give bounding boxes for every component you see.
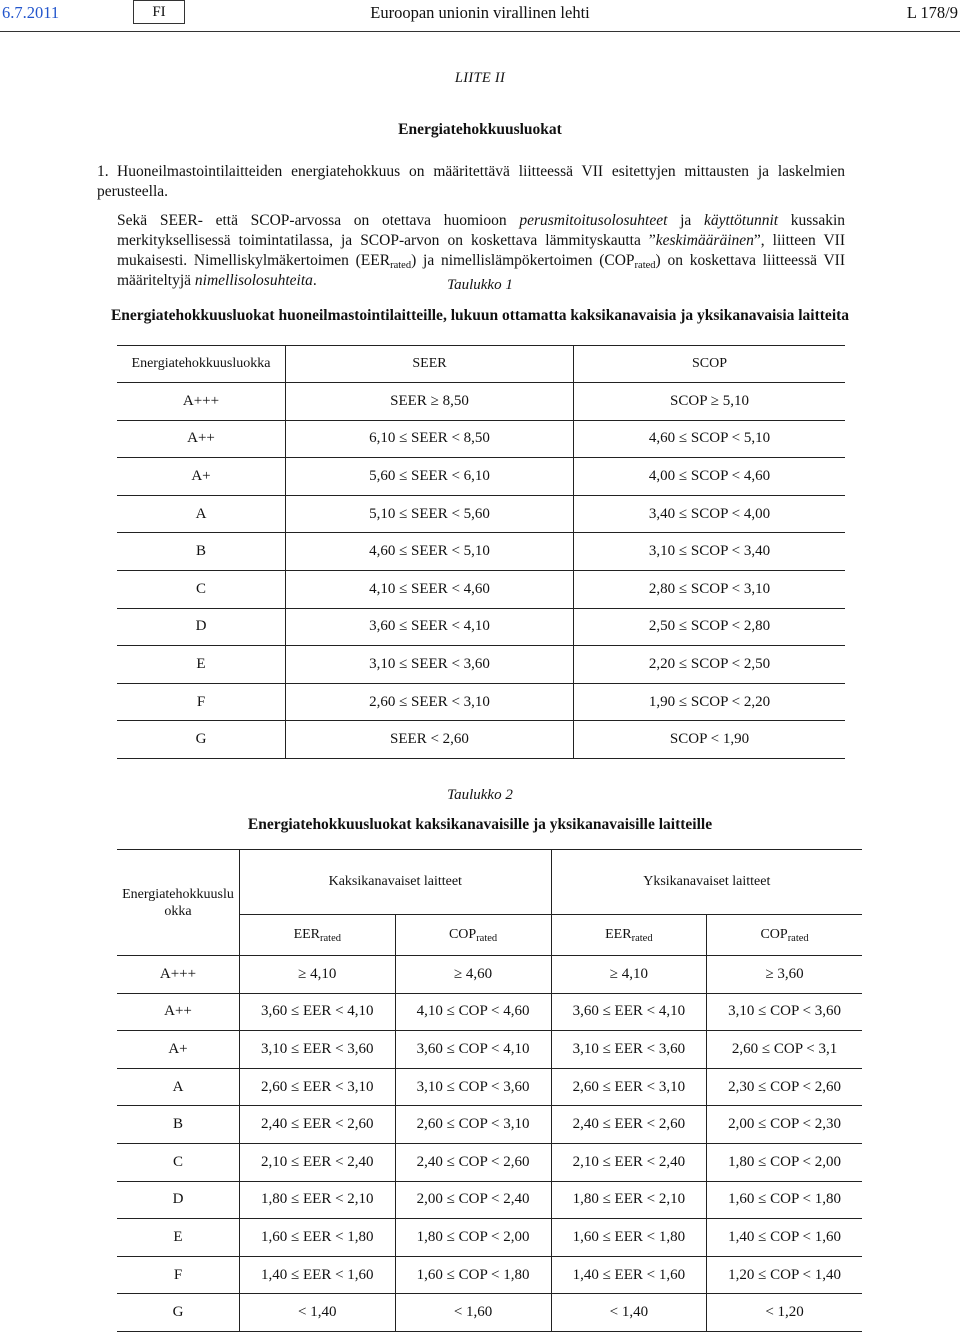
table-cell: C: [117, 570, 286, 608]
table-cell: 4,00 ≤ SCOP < 4,60: [574, 458, 846, 496]
table-cell: A+: [117, 458, 286, 496]
t2-sub-rated-4: rated: [787, 933, 809, 944]
table-2: [117, 849, 862, 1332]
table-cell: ≥ 4,10: [551, 956, 707, 994]
table-cell: 2,60 ≤ EER < 3,10: [551, 1068, 707, 1106]
table-row: [117, 1106, 862, 1144]
table-cell: 2,40 ≤ EER < 2,60: [240, 1106, 396, 1144]
t2-header-class-text: Energiatehokkuusluokka: [122, 886, 234, 919]
table-2-title: Energiatehokkuusluokat kaksikanavaisille ja yksikanavaisille laitteille: [247, 816, 713, 833]
section-title: Energiatehokkuusluokat: [398, 121, 562, 138]
table-cell: B: [117, 1106, 240, 1144]
table-cell: 2,00 ≤ COP < 2,40: [395, 1181, 551, 1219]
table-row: [117, 383, 845, 421]
table-cell: A: [117, 1068, 240, 1106]
table-cell: 1,60 ≤ COP < 1,80: [707, 1181, 862, 1219]
t2-sub-cop-single: [707, 915, 862, 956]
table-cell: 3,60 ≤ COP < 4,10: [395, 1031, 551, 1069]
table-cell: 3,10 ≤ EER < 3,60: [240, 1031, 396, 1069]
p2-italic-3: keskimääräinen: [655, 232, 754, 249]
table-cell: SEER < 2,60: [286, 721, 574, 759]
table-cell: 1,80 ≤ COP < 2,00: [395, 1219, 551, 1257]
table-cell: 2,60 ≤ EER < 3,10: [240, 1068, 396, 1106]
p2-text-3: kussakin merkityksellisessä toimintatilassa, ja SCOP-arvon on koskettava lämmityskautta ”: [117, 212, 846, 249]
table-row: [117, 1294, 862, 1332]
table-cell: < 1,60: [395, 1294, 551, 1332]
table-cell: 1,60 ≤ EER < 1,80: [240, 1219, 396, 1257]
table-cell: 1,80 ≤ EER < 2,10: [240, 1181, 396, 1219]
table-cell: SCOP < 1,90: [574, 721, 846, 759]
t2-sub-rated-1: rated: [320, 933, 342, 944]
p2-sub-1: rated: [390, 260, 412, 271]
table-cell: 2,30 ≤ COP < 2,60: [707, 1068, 862, 1106]
header-divider: [0, 31, 960, 32]
table-cell: 2,10 ≤ EER < 2,40: [551, 1143, 707, 1181]
table-cell: 1,40 ≤ EER < 1,60: [240, 1256, 396, 1294]
p2-text-4: ”, liitteen VII mukaisesti. Nimelliskylmäkertoimen (EER: [117, 232, 845, 269]
table-cell: 1,90 ≤ SCOP < 2,20: [574, 683, 846, 721]
table-cell: 2,40 ≤ COP < 2,60: [395, 1143, 551, 1181]
t2-body: [117, 956, 862, 1332]
table-cell: SEER ≥ 8,50: [286, 383, 574, 421]
table-1: [117, 345, 845, 759]
table-cell: E: [117, 646, 286, 684]
table-cell: G: [117, 721, 286, 759]
table-cell: 2,40 ≤ EER < 2,60: [551, 1106, 707, 1144]
table-cell: < 1,40: [240, 1294, 396, 1332]
table-2-caption: Taulukko 2: [447, 787, 513, 803]
table-cell: 1,20 ≤ COP < 1,40: [707, 1256, 862, 1294]
table-row: [117, 570, 845, 608]
t2-sub-eer-single: [551, 915, 707, 956]
table-row: [117, 420, 845, 458]
table-cell: F: [117, 1256, 240, 1294]
table-row: [117, 683, 845, 721]
table-cell: 1,80 ≤ COP < 2,00: [707, 1143, 862, 1181]
table-cell: 2,20 ≤ SCOP < 2,50: [574, 646, 846, 684]
p2-italic-4: nimellisolosuhteita: [194, 272, 313, 289]
table-cell: ≥ 4,10: [240, 956, 396, 994]
table-cell: 2,50 ≤ SCOP < 2,80: [574, 608, 846, 646]
table-cell: A+++: [117, 956, 240, 994]
table-cell: E: [117, 1219, 240, 1257]
p2-italic-1: perusmitoitusolosuhteet: [519, 212, 668, 229]
p2-sub-2: rated: [634, 260, 656, 271]
table-cell: G: [117, 1294, 240, 1332]
table-cell: 1,60 ≤ COP < 1,80: [395, 1256, 551, 1294]
table-cell: 1,80 ≤ EER < 2,10: [551, 1181, 707, 1219]
t2-sub-eer-double: [240, 915, 396, 956]
table-cell: 2,60 ≤ COP < 3,10: [395, 1106, 551, 1144]
table-cell: 4,60 ≤ SCOP < 5,10: [574, 420, 846, 458]
table-cell: 3,10 ≤ SCOP < 3,40: [574, 533, 846, 571]
t1-body: [117, 383, 845, 759]
table-row: [117, 1181, 862, 1219]
table-cell: 2,10 ≤ EER < 2,40: [240, 1143, 396, 1181]
t2-header-single: Yksikanavaiset laitteet: [551, 850, 862, 915]
table-row: [117, 721, 845, 759]
table-row: [117, 458, 845, 496]
table-cell: < 1,40: [551, 1294, 707, 1332]
table-cell: A+: [117, 1031, 240, 1069]
table-cell: 5,10 ≤ SEER < 5,60: [286, 495, 574, 533]
table-1-caption: Taulukko 1: [447, 277, 513, 293]
p2-text-2: ja: [667, 212, 705, 229]
journal-title: Euroopan unionin virallinen lehti: [370, 3, 590, 22]
table-cell: 3,60 ≤ SEER < 4,10: [286, 608, 574, 646]
table-row: [117, 1143, 862, 1181]
header-date: 6.7.2011: [2, 3, 60, 22]
table-cell: 3,10 ≤ EER < 3,60: [551, 1031, 707, 1069]
t2-sub-eer-1: EER: [293, 927, 321, 942]
table-row: [117, 1068, 862, 1106]
t2-sub-cop-2: COP: [760, 927, 788, 942]
table-cell: 4,60 ≤ SEER < 5,10: [286, 533, 574, 571]
table-cell: 4,10 ≤ SEER < 4,60: [286, 570, 574, 608]
table-cell: ≥ 3,60: [707, 956, 862, 994]
table-cell: 2,00 ≤ COP < 2,30: [707, 1106, 862, 1144]
p2-text-6: ) on koskettava liitteessä VII määriteltyjä: [117, 252, 845, 289]
paragraph-1: [97, 162, 845, 202]
table-cell: 4,10 ≤ COP < 4,60: [395, 993, 551, 1031]
table-cell: D: [117, 1181, 240, 1219]
table-cell: 5,60 ≤ SEER < 6,10: [286, 458, 574, 496]
paragraph-number: 1.: [97, 163, 109, 180]
table-cell: 1,40 ≤ COP < 1,60: [707, 1219, 862, 1257]
table-1-title: Energiatehokkuusluokat huoneilmastointilaitteille, lukuun ottamatta kaksikanavaisia ja yksikanavaisia laitteita: [110, 307, 850, 324]
t2-sub-cop-double: [395, 915, 551, 956]
t1-header-seer: SEER: [286, 346, 574, 383]
table-cell: 2,80 ≤ SCOP < 3,10: [574, 570, 846, 608]
table-cell: A+++: [117, 383, 286, 421]
table-cell: F: [117, 683, 286, 721]
language-badge: FI: [133, 0, 185, 24]
page-number: L 178/9: [906, 3, 958, 22]
t1-header-scop: SCOP: [574, 346, 846, 383]
t2-sub-rated-2: rated: [476, 933, 498, 944]
table-cell: 1,40 ≤ EER < 1,60: [551, 1256, 707, 1294]
t2-header-class: [117, 850, 240, 956]
table-cell: A: [117, 495, 286, 533]
table-row: [117, 533, 845, 571]
table-cell: 2,60 ≤ COP < 3,1: [707, 1031, 862, 1069]
table-cell: C: [117, 1143, 240, 1181]
p2-text-1: Sekä SEER- että SCOP-arvossa on otettava huomioon: [117, 212, 520, 229]
table-row: [117, 993, 862, 1031]
annex-label: LIITE II: [454, 70, 506, 86]
table-cell: 3,40 ≤ SCOP < 4,00: [574, 495, 846, 533]
p2-text-7: .: [312, 272, 317, 289]
table-row: [117, 495, 845, 533]
table-cell: A++: [117, 420, 286, 458]
table-row: [117, 1256, 862, 1294]
table-cell: 3,10 ≤ SEER < 3,60: [286, 646, 574, 684]
t2-sub-cop-1: COP: [448, 927, 477, 942]
table-cell: ≥ 4,60: [395, 956, 551, 994]
table-cell: D: [117, 608, 286, 646]
p2-italic-2: käyttötunnit: [704, 212, 779, 229]
table-cell: 2,60 ≤ SEER < 3,10: [286, 683, 574, 721]
t1-header-class: Energiatehokkuusluokka: [117, 346, 286, 383]
p2-text-5: ) ja nimellislämpökertoimen (COP: [411, 252, 635, 269]
t2-sub-rated-3: rated: [631, 933, 653, 944]
table-cell: 3,10 ≤ COP < 3,60: [395, 1068, 551, 1106]
table-row: [117, 1219, 862, 1257]
table-cell: SCOP ≥ 5,10: [574, 383, 846, 421]
table-cell: 3,60 ≤ EER < 4,10: [551, 993, 707, 1031]
table-cell: 3,10 ≤ COP < 3,60: [707, 993, 862, 1031]
table-cell: 1,60 ≤ EER < 1,80: [551, 1219, 707, 1257]
table-cell: 6,10 ≤ SEER < 8,50: [286, 420, 574, 458]
table-cell: 3,60 ≤ EER < 4,10: [240, 993, 396, 1031]
table-row: [117, 956, 862, 994]
table-row: [117, 608, 845, 646]
table-row: [117, 1031, 862, 1069]
table-cell: A++: [117, 993, 240, 1031]
t2-sub-eer-2: EER: [605, 927, 632, 942]
paragraph-1-text: Huoneilmastointilaitteiden energiatehokkuus on määritettävä liitteessä VII esitettyjen mittausten ja laskelmien perusteella.: [97, 163, 845, 200]
table-cell: B: [117, 533, 286, 571]
t2-header-double: Kaksikanavaiset laitteet: [240, 850, 552, 915]
table-row: [117, 646, 845, 684]
table-cell: < 1,20: [707, 1294, 862, 1332]
